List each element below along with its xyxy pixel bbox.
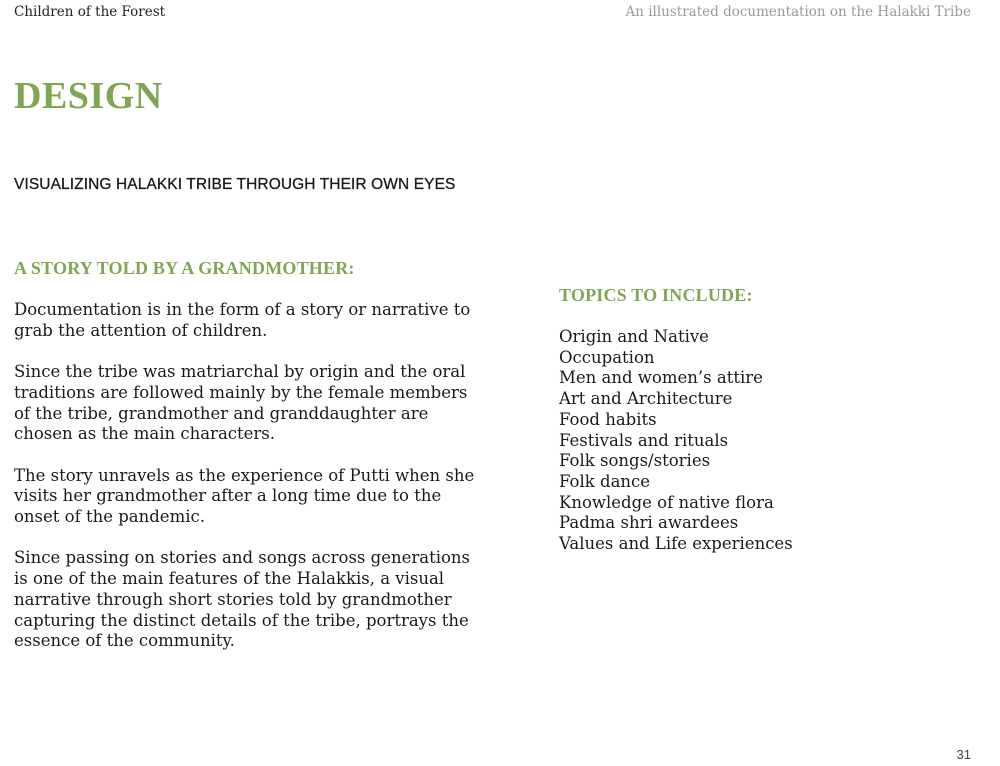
- story-paragraph: Since the tribe was matriarchal by origin and the oral traditions are followed mainly by the female members of the tribe, grandmother and granddaughter are chosen as the main characters.: [14, 362, 468, 444]
- topics-heading: TOPICS TO INCLUDE:: [559, 285, 753, 305]
- document-subtitle: An illustrated documentation on the Halakki Tribe: [625, 4, 971, 20]
- topic-item: Folk songs/stories: [559, 451, 711, 471]
- topic-item: Padma shri awardees: [559, 513, 739, 533]
- page-title: DESIGN: [14, 75, 163, 117]
- story-paragraph: The story unravels as the experience of Putti when she visits her grandmother after a long time due to the onset of the pandemic.: [14, 465, 475, 526]
- topic-item: Origin and Native: [559, 327, 709, 346]
- document-title: Children of the Forest: [14, 4, 166, 20]
- topic-item: Values and Life experiences: [559, 534, 793, 554]
- page-number: 31: [956, 747, 971, 762]
- topic-item: Occupation: [559, 347, 655, 367]
- story-section: [14, 258, 484, 673]
- topics-section: [559, 285, 979, 555]
- topic-item: Knowledge of native flora: [559, 492, 774, 512]
- topics-list: [559, 327, 979, 555]
- story-heading: A STORY TOLD BY A GRANDMOTHER:: [14, 258, 355, 278]
- topic-item: Folk dance: [559, 471, 651, 491]
- topic-item: Men and women’s attire: [559, 368, 763, 388]
- topic-item: Festivals and rituals: [559, 430, 729, 450]
- section-subtitle: VISUALIZING HALAKKI TRIBE THROUGH THEIR OWN EYES: [14, 176, 456, 193]
- topic-item: Art and Architecture: [559, 389, 733, 409]
- topic-item: Food habits: [559, 409, 657, 429]
- story-paragraph: Documentation is in the form of a story or narrative to grab the attention of children.: [14, 300, 471, 340]
- story-paragraph: Since passing on stories and songs across generations is one of the main features of the Halakkis, a visual narrative through short stories told by grandmother capturing the distinct details of the tribe, portrays the essence of the community.: [14, 548, 471, 651]
